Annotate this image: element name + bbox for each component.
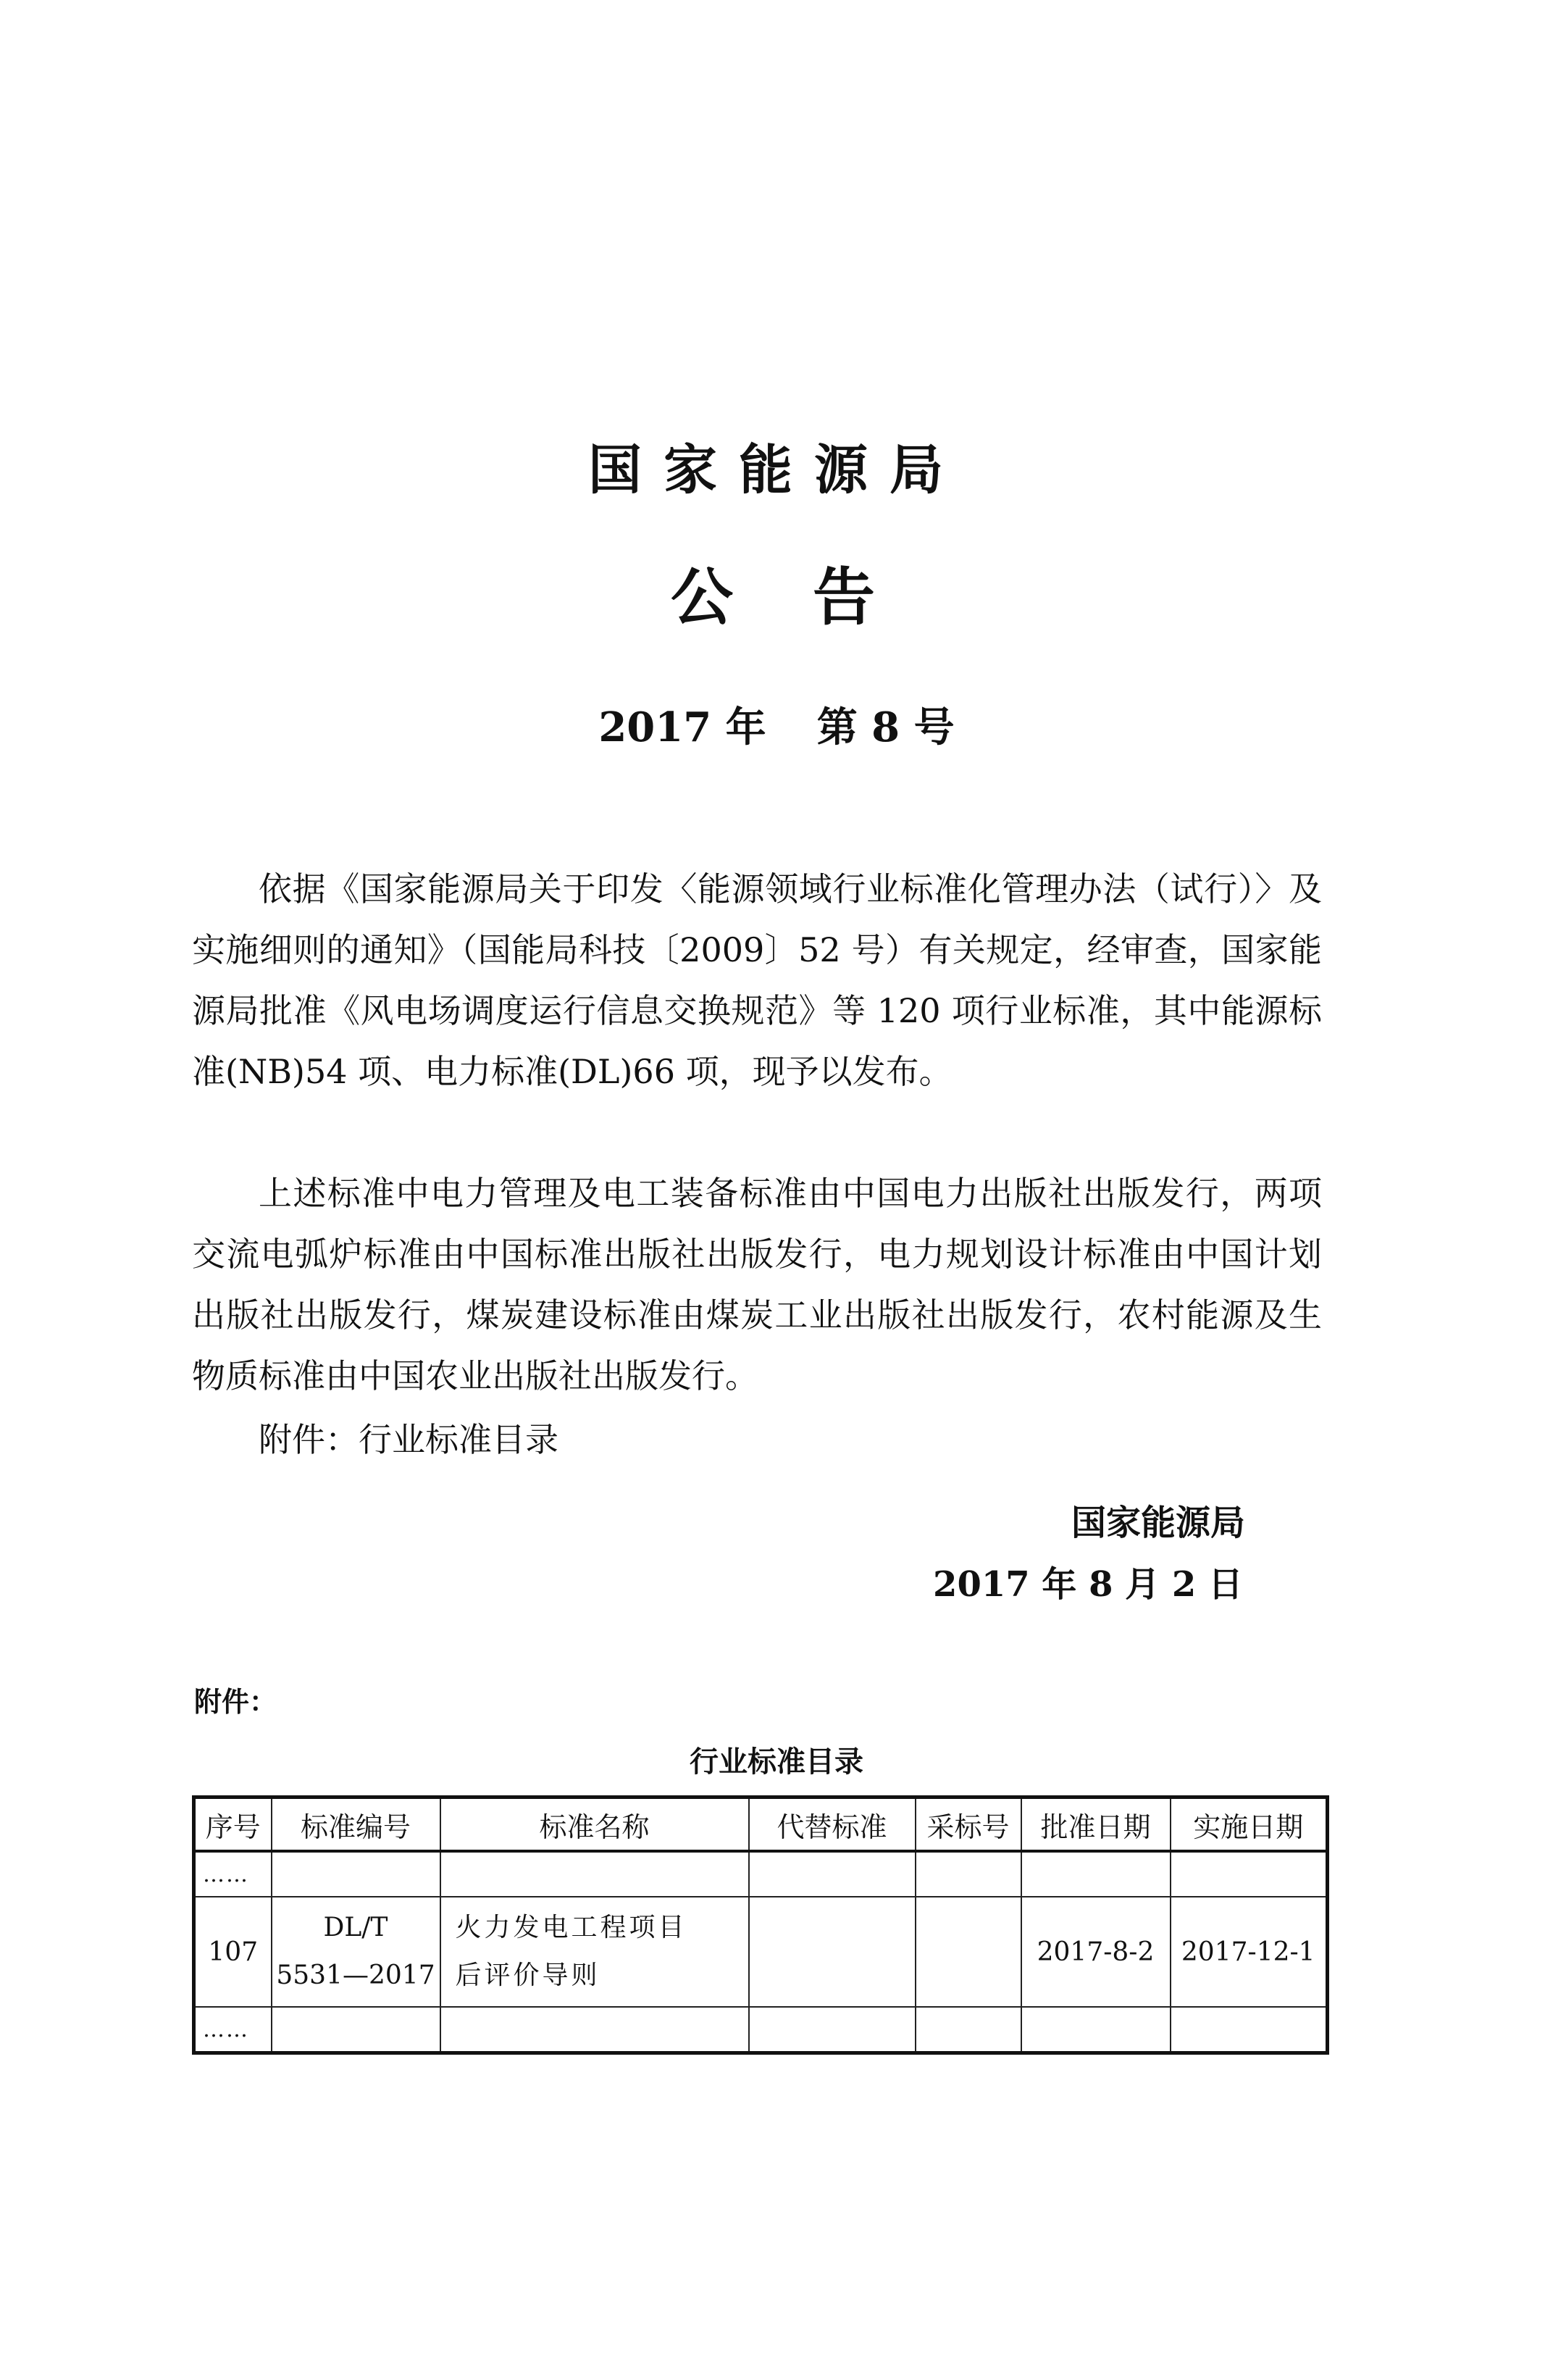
row-replaces: [749, 1897, 916, 2007]
standards-table: [192, 1795, 1329, 2055]
notice-issue-number: 第 8 号: [816, 703, 955, 751]
row-standard-name: 火力发电工程项目 后评价导则: [440, 1897, 749, 2007]
notice-year: 2017 年: [598, 703, 766, 751]
signature-organization: 国家能源局: [1071, 1503, 1245, 1543]
attachment-reference: 附件：行业标准目录: [259, 1420, 558, 1459]
ellipsis-cell: ……: [194, 1851, 272, 1897]
column-header-code: 标准编号: [272, 1797, 440, 1852]
row-no: 107: [194, 1897, 272, 2007]
column-header-replaces: 代替标准: [749, 1797, 916, 1852]
body-paragraph-2: 上述标准中电力管理及电工装备标准由中国电力出版社出版发行，两项交流电弧炉标准由中国标准出版社出版发行，电力规划设计标准由中国计划出版社出版发行，煤炭建设标准由煤炭工业出版社出版发行，农村能源及生物质标准由中国农业出版社出版发行。: [192, 1174, 1322, 1395]
attachment-label: 附件：: [194, 1686, 277, 1718]
row-standard-code: DL/T 5531—2017: [272, 1897, 440, 2007]
column-header-approved: 批准日期: [1021, 1797, 1171, 1852]
column-header-adopted: 采标号: [916, 1797, 1021, 1852]
column-header-effective: 实施日期: [1171, 1797, 1328, 1852]
issuer-title: 国家能源局: [588, 439, 965, 501]
column-header-no: 序号: [194, 1797, 272, 1852]
notice-number: [0, 696, 1553, 753]
row-effective-date: 2017-12-1: [1171, 1897, 1328, 2007]
table-header-row: [194, 1797, 1328, 1852]
row-adopted: [916, 1897, 1021, 2007]
row-approved-date: 2017-8-2: [1021, 1897, 1171, 2007]
table-row: [194, 1897, 1328, 2007]
body-paragraph-1: 依据《国家能源局关于印发〈能源领域行业标准化管理办法（试行）〉及实施细则的通知》（国能局科技〔2009〕52 号）有关规定，经审查，国家能源局批准《风电场调度运行信息交换规范》等 120 项行业标准，其中能源标准(NB)54 项、电力标准(DL)66 项，现予以发布。: [192, 869, 1322, 1091]
table-title: 行业标准目录: [690, 1745, 863, 1779]
signature-date: 2017 年 8 月 2 日: [933, 1564, 1243, 1605]
table-row-ellipsis-top: [194, 1851, 1328, 1897]
ellipsis-cell: ……: [194, 2007, 272, 2053]
notice-title: 公告: [671, 561, 955, 634]
column-header-name: 标准名称: [440, 1797, 749, 1852]
table-row-ellipsis-bottom: [194, 2007, 1328, 2053]
